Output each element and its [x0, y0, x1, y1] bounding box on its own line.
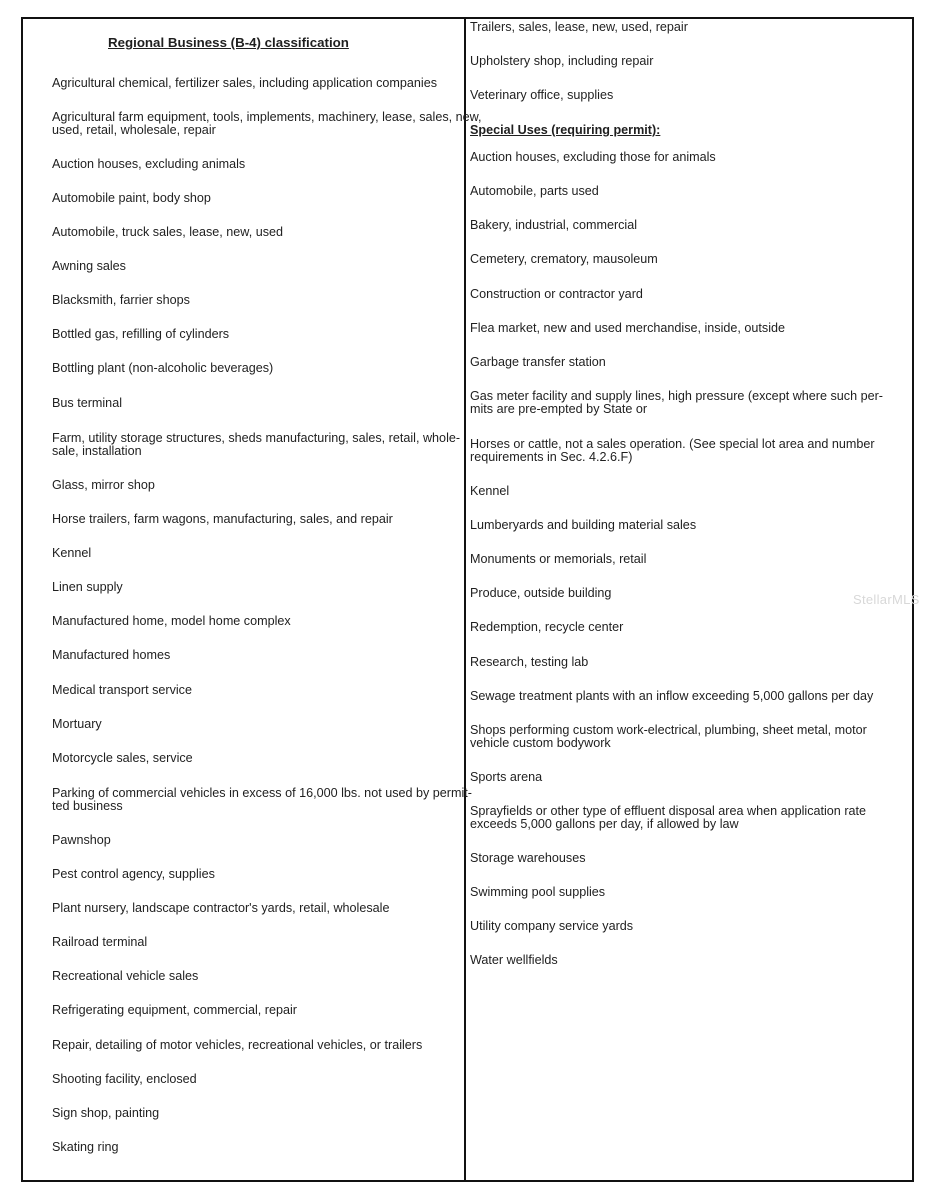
list-item: Flea market, new and used merchandise, inside, outside	[470, 321, 786, 335]
list-item: Sign shop, painting	[52, 1106, 160, 1120]
list-item: Garbage transfer station	[470, 355, 606, 369]
list-item: Glass, mirror shop	[52, 478, 155, 492]
list-item: Shops performing custom work-electrical, plumbing, sheet metal, motor vehicle custom bodywork	[470, 723, 867, 750]
list-item: Upholstery shop, including repair	[470, 54, 654, 68]
list-item: Bottling plant (non-alcoholic beverages)	[52, 361, 274, 375]
list-item: Repair, detailing of motor vehicles, recreational vehicles, or trailers	[52, 1038, 423, 1052]
list-item: Cemetery, crematory, mausoleum	[470, 252, 658, 266]
list-item: Horse trailers, farm wagons, manufacturing, sales, and repair	[52, 512, 393, 526]
list-item: Sprayfields or other type of effluent disposal area when application rate exceeds 5,000 gallons per day, if allowed by law	[470, 804, 867, 831]
list-item: Bus terminal	[52, 396, 122, 410]
list-item: Automobile, truck sales, lease, new, used	[52, 225, 284, 239]
list-item: Redemption, recycle center	[470, 620, 624, 634]
list-item: Awning sales	[52, 259, 126, 273]
list-item: Horses or cattle, not a sales operation. (See special lot area and number requirements in Sec. 4.2.6.F)	[470, 437, 875, 464]
special-uses-heading: Special Uses (requiring permit):	[470, 123, 661, 137]
document-title: Regional Business (B-4) classification	[108, 35, 349, 50]
list-item: Kennel	[52, 546, 92, 560]
list-item: Lumberyards and building material sales	[470, 518, 697, 532]
list-item: Kennel	[470, 484, 510, 498]
list-item: Automobile paint, body shop	[52, 191, 211, 205]
list-item: Auction houses, excluding those for animals	[470, 150, 716, 164]
list-item: Storage warehouses	[470, 851, 586, 865]
list-item: Water wellfields	[470, 953, 558, 967]
list-item: Veterinary office, supplies	[470, 88, 614, 102]
list-item: Sports arena	[470, 770, 543, 784]
list-item: Motorcycle sales, service	[52, 751, 193, 765]
list-item: Monuments or memorials, retail	[470, 552, 647, 566]
list-item: Plant nursery, landscape contractor's yards, retail, wholesale	[52, 901, 390, 915]
list-item: Agricultural chemical, fertilizer sales, including application companies	[52, 76, 437, 90]
list-item: Produce, outside building	[470, 586, 612, 600]
list-item: Recreational vehicle sales	[52, 969, 199, 983]
list-item: Trailers, sales, lease, new, used, repair	[470, 20, 688, 34]
list-item: Utility company service yards	[470, 919, 634, 933]
list-item: Manufactured homes	[52, 648, 171, 662]
list-item: Linen supply	[52, 580, 123, 594]
list-item: Bakery, industrial, commercial	[470, 218, 638, 232]
list-item: Medical transport service	[52, 683, 192, 697]
list-item: Parking of commercial vehicles in excess of 16,000 lbs. not used by permit-ted business	[52, 786, 472, 813]
list-item: Farm, utility storage structures, sheds manufacturing, sales, retail, whole-sale, installation	[52, 431, 461, 458]
list-item: Bottled gas, refilling of cylinders	[52, 327, 230, 341]
list-item: Sewage treatment plants with an inflow exceeding 5,000 gallons per day	[470, 689, 874, 703]
list-item: Refrigerating equipment, commercial, repair	[52, 1003, 297, 1017]
list-item: Manufactured home, model home complex	[52, 614, 291, 628]
list-item: Research, testing lab	[470, 655, 589, 669]
watermark: StellarMLS	[853, 592, 920, 607]
list-item: Shooting facility, enclosed	[52, 1072, 197, 1086]
list-item: Construction or contractor yard	[470, 287, 643, 301]
list-item: Automobile, parts used	[470, 184, 599, 198]
list-item: Agricultural farm equipment, tools, implements, machinery, lease, sales, new, used, retail, wholesale, repair	[52, 110, 482, 137]
list-item: Pawnshop	[52, 833, 111, 847]
list-item: Mortuary	[52, 717, 102, 731]
list-item: Skating ring	[52, 1140, 119, 1154]
list-item: Gas meter facility and supply lines, high pressure (except where such per-mits are pre-empted by State or	[470, 389, 883, 416]
list-item: Swimming pool supplies	[470, 885, 606, 899]
list-item: Pest control agency, supplies	[52, 867, 215, 881]
list-item: Auction houses, excluding animals	[52, 157, 246, 171]
list-item: Blacksmith, farrier shops	[52, 293, 190, 307]
list-item: Railroad terminal	[52, 935, 148, 949]
